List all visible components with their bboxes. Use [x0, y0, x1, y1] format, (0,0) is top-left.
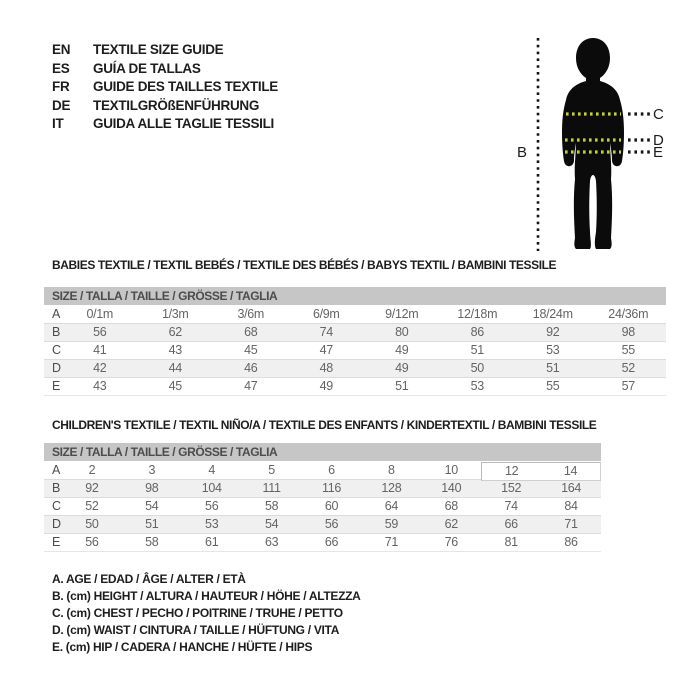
table-cell: 8 — [388, 463, 395, 477]
table-cell: 71 — [384, 535, 399, 549]
table-cell: 45 — [168, 379, 182, 393]
table-row — [44, 462, 601, 480]
table-cell: 61 — [205, 535, 219, 549]
table-row — [44, 498, 601, 516]
table-cell: 56 — [93, 325, 107, 339]
language-code: EN — [52, 42, 71, 57]
table-cell: 6/9m — [312, 307, 340, 321]
table-cell: 47 — [244, 379, 258, 393]
table-cell: 84 — [564, 499, 578, 513]
table-cell: 60 — [324, 499, 339, 513]
table-row — [44, 306, 666, 324]
language-title: TEXTILE SIZE GUIDE — [93, 42, 224, 57]
table-cell: 9/12m — [385, 307, 419, 321]
table-cell: 4 — [208, 463, 216, 477]
language-row — [52, 60, 278, 79]
child-silhouette-icon — [562, 38, 624, 249]
language-code: ES — [52, 60, 70, 76]
table-cell: 41 — [93, 343, 107, 357]
table-cell: 74 — [504, 499, 518, 513]
babies-size-header: SIZE / TALLA / TAILLE / GRÖSSE / TAGLIA — [44, 287, 666, 305]
table-row — [44, 360, 666, 378]
table-cell: 62 — [444, 517, 458, 531]
table-cell: 53 — [546, 343, 560, 357]
table-cell: 1/3m — [161, 307, 189, 321]
language-row — [52, 115, 278, 134]
table-cell: 56 — [85, 535, 99, 549]
table-cell: 10 — [444, 463, 458, 477]
table-cell: 3/6m — [237, 307, 265, 321]
table-cell: 164 — [561, 481, 582, 495]
table-cell: 43 — [168, 343, 182, 357]
language-title: GUIDE DES TAILLES TEXTILE — [93, 79, 279, 95]
table-cell: 52 — [621, 361, 635, 375]
table-cell: 53 — [205, 517, 219, 531]
table-cell: 53 — [470, 379, 484, 393]
row-label: D — [52, 361, 61, 375]
row-label: D — [52, 517, 61, 531]
table-cell: 140 — [441, 481, 462, 495]
language-title: TEXTILGRÖßENFÜHRUNG — [93, 97, 260, 113]
table-row — [44, 378, 666, 396]
table-cell: 58 — [264, 499, 279, 513]
table-cell-highlighted: 14 — [541, 462, 601, 481]
babies-size-table — [44, 287, 666, 396]
table-cell: 43 — [93, 379, 107, 393]
table-cell: 92 — [85, 481, 99, 495]
chest-label: C — [653, 106, 664, 123]
table-cell: 46 — [244, 361, 258, 375]
table-row — [44, 516, 601, 534]
table-cell: 128 — [381, 481, 402, 495]
table-cell: 116 — [321, 481, 341, 495]
table-cell: 71 — [564, 517, 578, 531]
table-cell: 74 — [319, 325, 333, 339]
table-cell: 86 — [470, 325, 484, 339]
table-cell: 98 — [145, 481, 159, 495]
table-cell: 42 — [93, 361, 107, 375]
language-row — [52, 78, 278, 97]
table-cell: 5 — [268, 463, 275, 477]
height-label: B — [517, 144, 528, 161]
table-cell: 66 — [504, 517, 518, 531]
babies-section-title: BABIES TEXTILE / TEXTIL BEBÉS / TEXTILE DES BÉBÉS / BABYS TEXTIL / BAMBINI TESSILE — [52, 258, 557, 272]
table-cell: 18/24m — [532, 307, 573, 321]
table-cell: 51 — [470, 343, 484, 357]
hip-label: E — [653, 144, 664, 161]
children-section — [44, 418, 601, 552]
legend-item: C. (cm) CHEST / PECHO / POITRINE / TRUHE / PETTO — [52, 605, 343, 620]
table-cell: 104 — [201, 481, 222, 495]
table-cell: 80 — [395, 325, 409, 339]
table-cell: 66 — [324, 535, 339, 549]
language-code: DE — [52, 97, 71, 113]
table-cell-highlighted: 12 — [481, 462, 541, 481]
table-cell: 152 — [501, 481, 522, 495]
table-cell: 111 — [262, 481, 281, 495]
table-cell: 45 — [244, 343, 258, 357]
table-cell: 48 — [319, 361, 333, 375]
table-cell: 86 — [564, 535, 578, 549]
table-cell: 6 — [328, 463, 335, 477]
language-row — [52, 41, 278, 60]
table-cell: 56 — [205, 499, 219, 513]
table-row — [44, 342, 666, 360]
table-cell: 2 — [88, 463, 96, 477]
legend-item: B. (cm) HEIGHT / ALTURA / HAUTEUR / HÖHE / ALTEZZA — [52, 588, 361, 603]
table-cell: 3 — [148, 463, 156, 477]
language-code: FR — [52, 79, 70, 95]
table-cell: 57 — [621, 379, 635, 393]
table-cell: 51 — [546, 361, 560, 375]
table-row — [44, 480, 601, 498]
waist-label: D — [653, 132, 664, 149]
table-cell: 54 — [264, 517, 279, 531]
language-title: GUIDA ALLE TAGLIE TESSILI — [93, 116, 274, 132]
row-label: C — [52, 343, 61, 357]
table-cell: 76 — [444, 535, 458, 549]
table-cell: 64 — [384, 499, 399, 513]
table-cell: 49 — [319, 379, 333, 393]
children-table-rows — [44, 462, 601, 552]
table-cell: 92 — [546, 325, 560, 339]
table-cell: 55 — [546, 379, 560, 393]
legend-item: D. (cm) WAIST / CINTURA / TAILLE / HÜFTUNG / VITA — [52, 622, 340, 637]
table-cell: 51 — [395, 379, 409, 393]
table-cell: 12/18m — [457, 307, 498, 321]
language-list — [52, 41, 278, 134]
row-label: B — [52, 481, 61, 495]
table-row — [44, 324, 666, 342]
row-label: C — [52, 499, 61, 513]
table-cell: 49 — [395, 343, 409, 357]
measurement-legend — [52, 571, 361, 656]
babies-table-rows — [44, 306, 666, 396]
table-cell: 0/1m — [86, 307, 114, 321]
table-cell: 68 — [244, 325, 258, 339]
babies-section — [44, 258, 666, 396]
language-title: GUÍA DE TALLAS — [93, 60, 201, 76]
table-cell: 49 — [395, 361, 409, 375]
table-cell: 62 — [168, 325, 182, 339]
table-cell: 68 — [444, 499, 458, 513]
table-cell: 52 — [85, 499, 99, 513]
table-cell: 50 — [85, 517, 99, 531]
table-cell: 59 — [384, 517, 399, 531]
table-cell: 98 — [621, 325, 635, 339]
table-cell: 24/36m — [608, 307, 649, 321]
row-label: E — [52, 535, 61, 549]
language-row — [52, 97, 278, 116]
row-label: A — [52, 307, 61, 321]
table-cell: 56 — [324, 517, 339, 531]
language-code: IT — [52, 116, 64, 132]
row-label: B — [52, 325, 61, 339]
legend-item: E. (cm) HIP / CADERA / HANCHE / HÜFTE / HIPS — [52, 639, 313, 654]
legend-item: A. AGE / EDAD / ÂGE / ALTER / ETÀ — [52, 572, 246, 586]
row-label: E — [52, 379, 61, 393]
children-section-title: CHILDREN'S TEXTILE / TEXTIL NIÑO/A / TEXTILE DES ENFANTS / KINDERTEXTIL / BAMBINI TESSILE — [52, 418, 597, 432]
children-size-header: SIZE / TALLA / TAILLE / GRÖSSE / TAGLIA — [44, 443, 601, 461]
table-cell: 63 — [264, 535, 279, 549]
table-cell: 51 — [145, 517, 159, 531]
row-label: A — [52, 463, 61, 477]
table-cell: 50 — [470, 361, 484, 375]
table-cell: 47 — [319, 343, 333, 357]
child-silhouette-figure — [500, 20, 700, 260]
table-cell: 54 — [145, 499, 159, 513]
children-size-table — [44, 443, 601, 552]
table-cell: 81 — [504, 535, 518, 549]
table-cell: 58 — [145, 535, 159, 549]
table-cell: 44 — [168, 361, 182, 375]
table-cell: 55 — [621, 343, 635, 357]
table-row — [44, 534, 601, 552]
